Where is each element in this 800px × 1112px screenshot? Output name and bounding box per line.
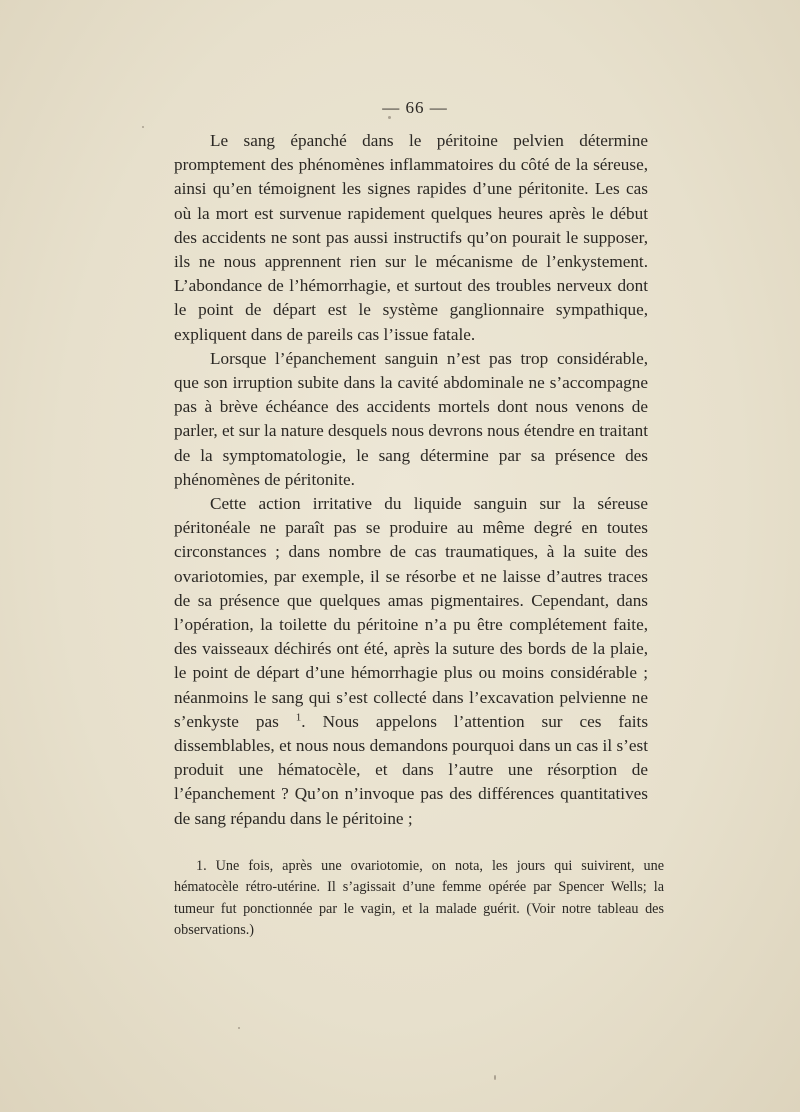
ink-speck	[238, 1027, 240, 1029]
paragraph-3-tail: . Nous appelons l’attention sur ces faits dissemblables, et nous nous demandons pourquoi dans un cas il s’est produit une hématocèle, et dans l’autre une résorption de l’épanchement ? Qu’on n’invoque pas des différences quantitatives de sang répandu dans le péritoine ;	[174, 711, 649, 828]
footnote-text: Une fois, après une ovariotomie, on nota, les jours qui suivirent, une hématocèle rétro-utérine. Il s’agissait d’une femme opérée par Spencer Wells; la tumeur fut ponctionnée par le vagin, et la malade guérit. (Voir notre tableau des observations.)	[174, 858, 665, 939]
footnote	[174, 856, 664, 942]
page-number: — 66 —	[382, 98, 448, 117]
paragraph-3	[174, 492, 648, 831]
ink-speck	[494, 1075, 496, 1080]
footnote-paragraph	[174, 856, 664, 942]
paragraph-2: Lorsque l’épanchement sanguin n’est pas trop considérable, que son irruption subite dans la cavité abdominale ne s’accompagne pas à brève échéance des accidents mortels dont nous venons de parler, et sur la nature desquels nous devrons nous étendre en traitant de la symptomatologie, le sang détermine par sa présence des phénomènes de péritonite.	[174, 348, 648, 489]
paragraph-1: Le sang épanché dans le péritoine pelvien détermine promptement des phénomènes inflammatoires du côté de la séreuse, ainsi qu’en témoignent les signes rapides d’une péritonite. Les cas où la mort est survenue rapidement quelques heures après le début des accidents ne sont pas aussi instructifs qu’on pourait le supposer, ils ne nous apprennent rien sur le mécanisme de l’enkystement. L’abondance de l’hémorrhagie, et surtout des troubles nerveux dont le point de départ est le système ganglionnaire sympathique, expliquent dans de pareils cas l’issue fatale.	[174, 131, 648, 344]
body-text	[174, 129, 648, 831]
paragraph-3-text: Cette action irritative du liquide sanguin sur la séreuse péritonéale ne paraît pas se produire au même degré en toutes circonstances ; dans nombre de cas traumatiques, à la suite des ovariotomies, par exemple, il se résorbe et ne laisse d’autres traces de sa présence que quelques amas pigmentaires. Cependant, dans l’opération, la toilette du péritoine n’a pu être complétement faite, des vaisseaux déchirés ont été, après la suture des bords de la plaie, le point de départ d’une hémorrhagie plus ou moins considérable ; néanmoins le sang qui s’est collecté dans l’excavation pelvienne ne s’enkyste pas	[174, 494, 648, 731]
ink-speck	[142, 126, 144, 128]
footnote-marker: 1.	[196, 858, 207, 874]
footnote-reference[interactable]: 1	[295, 711, 302, 724]
